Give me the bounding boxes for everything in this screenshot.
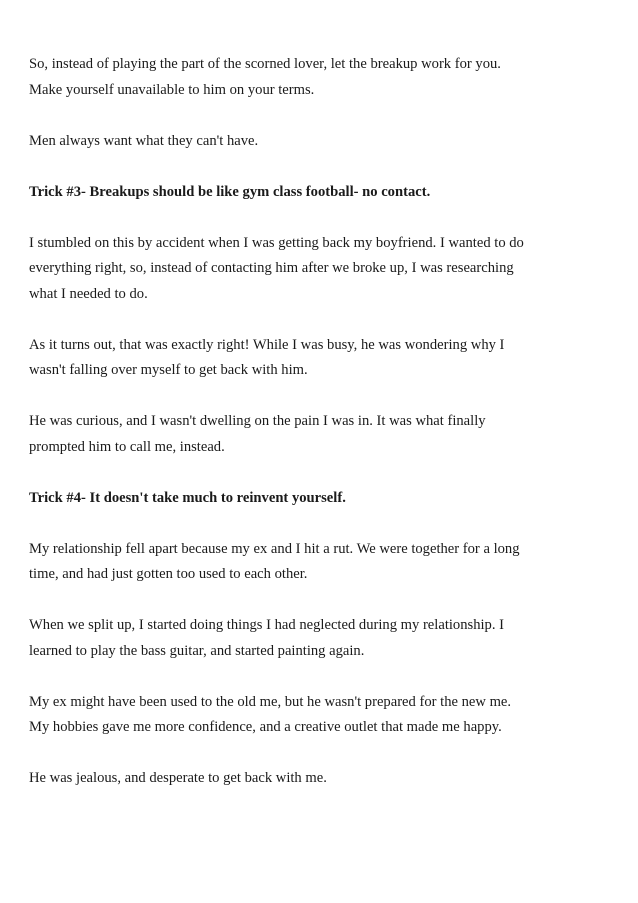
text-line: time, and had just gotten too used to each other.: [29, 566, 308, 582]
text-line: what I needed to do.: [29, 285, 148, 302]
text-line: wasn't falling over myself to get back with him.: [29, 362, 308, 378]
text-line: prompted him to call me, instead.: [29, 438, 225, 455]
text-line: Men always want what they can't have.: [29, 132, 259, 149]
paragraph: [29, 333, 589, 384]
text-line: He was jealous, and desperate to get back with me.: [29, 770, 327, 786]
paragraph: [29, 690, 589, 741]
text-line: My relationship fell apart because my ex and I hit a rut. We were together for a long: [29, 540, 520, 557]
text-line: Trick #4- It doesn't take much to reinvent yourself.: [29, 489, 346, 506]
paragraph: [29, 409, 589, 460]
text-line: My hobbies gave me more confidence, and a creative outlet that made me happy.: [29, 719, 502, 735]
paragraph: [29, 766, 589, 792]
paragraph: [29, 537, 589, 588]
text-line: learned to play the bass guitar, and started painting again.: [29, 642, 365, 659]
text-line: He was curious, and I wasn't dwelling on the pain I was in. It was what finally: [29, 413, 486, 429]
text-line: Trick #3- Breakups should be like gym class football- no contact.: [29, 183, 431, 200]
paragraph: [29, 231, 589, 308]
text-line: My ex might have been used to the old me, but he wasn't prepared for the new me.: [29, 693, 512, 710]
text-line: Make yourself unavailable to him on your terms.: [29, 81, 315, 98]
text-line: When we split up, I started doing things I had neglected during my relationship. I: [29, 617, 505, 633]
paragraph: [29, 52, 589, 103]
document-body: [29, 52, 589, 817]
section-heading: [29, 486, 589, 512]
text-line: everything right, so, instead of contacting him after we broke up, I was researching: [29, 260, 514, 276]
text-line: I stumbled on this by accident when I was getting back my boyfriend. I wanted to do: [29, 234, 524, 251]
section-heading: [29, 180, 589, 206]
text-line: So, instead of playing the part of the scorned lover, let the breakup work for you.: [29, 56, 501, 72]
paragraph: [29, 613, 589, 664]
text-line: As it turns out, that was exactly right! While I was busy, he was wondering why I: [29, 336, 505, 353]
paragraph: [29, 129, 589, 155]
